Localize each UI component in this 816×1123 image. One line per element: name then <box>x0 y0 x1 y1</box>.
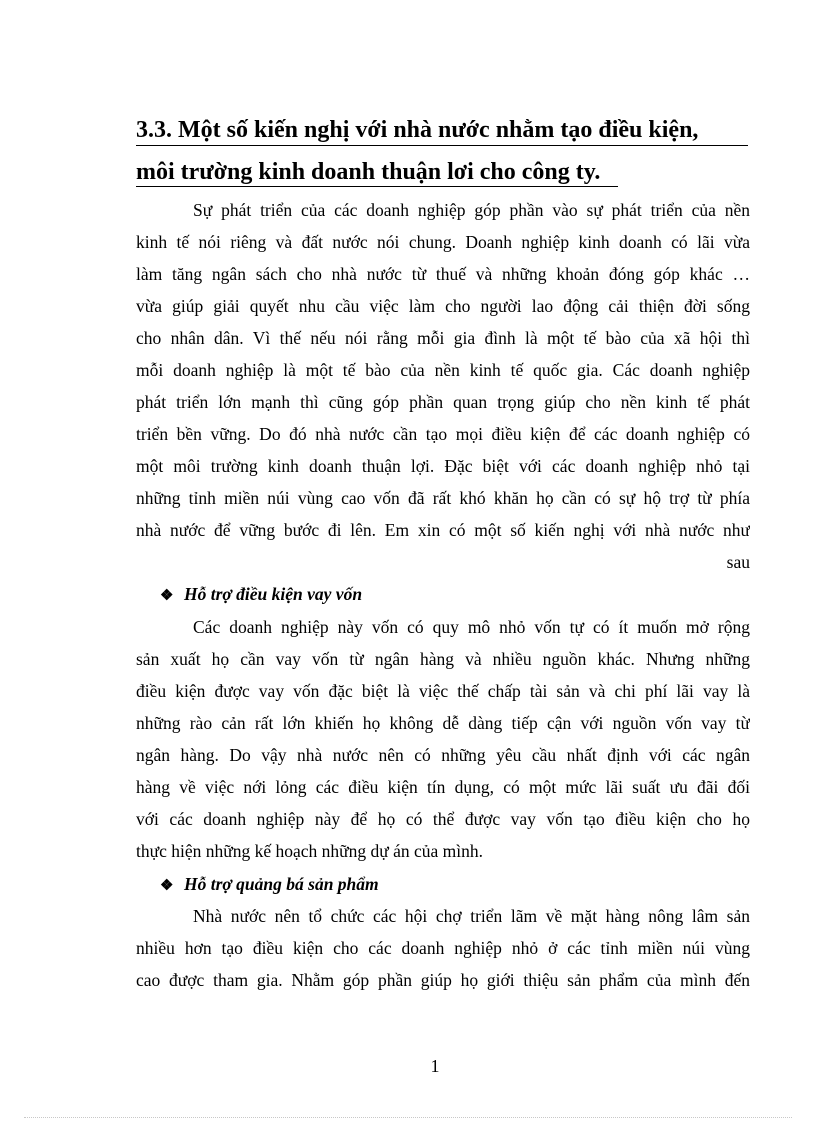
paragraph-2-line: điều kiện được vay vốn đặc biệt là việc thế chấp tài sản và chi phí lãi vay là <box>136 681 750 701</box>
heading-underline-2 <box>136 186 618 187</box>
paragraph-1-line: phát triển lớn mạnh thì cũng góp phần quan trọng giúp cho nền kinh tế phát <box>136 392 750 412</box>
paragraph-3-line: Nhà nước nên tổ chức các hội chợ triển lãm về mặt hàng nông lâm sản <box>193 906 750 926</box>
paragraph-1-line-end: sau <box>726 552 750 572</box>
subheading-product-promotion <box>160 873 379 897</box>
paragraph-1-line: những tỉnh miền núi vùng cao vốn đã rất khó khăn họ cần có sự hộ trợ từ phía <box>136 488 750 508</box>
section-heading-line-1: 3.3. Một số kiến nghị với nhà nước nhằm tạo điều kiện, <box>136 117 699 143</box>
page-number: 1 <box>430 1056 440 1076</box>
paragraph-1-line: làm tăng ngân sách cho nhà nước từ thuế và những khoản đóng góp khác … <box>136 264 750 284</box>
paragraph-2-line: sản xuất họ cần vay vốn từ ngân hàng và nhiều nguồn khác. Nhưng những <box>136 649 750 669</box>
subheading-loan-support <box>160 583 362 607</box>
paragraph-1-line: một môi trường kinh doanh thuận lợi. Đặc biệt với các doanh nghiệp nhỏ tại <box>136 456 750 476</box>
subheading-text: Hỗ trợ điều kiện vay vốn <box>184 584 363 604</box>
paragraph-1-line: Sự phát triển của các doanh nghiệp góp phần vào sự phát triển của nền <box>193 200 750 220</box>
heading-underline-1 <box>136 145 748 146</box>
section-heading-line-2: môi trường kinh doanh thuận lơi cho công ty. <box>136 159 601 185</box>
page-bottom-border <box>24 1117 792 1118</box>
paragraph-1-line: nhà nước để vững bước đi lên. Em xin có một số kiến nghị với nhà nước như <box>136 520 750 540</box>
paragraph-2-line: ngân hàng. Do vậy nhà nước nên có những yêu cầu nhất định với các ngân <box>136 745 750 765</box>
paragraph-3-line: nhiều hơn tạo điều kiện cho các doanh nghiệp nhỏ ở các tỉnh miền núi vùng <box>136 938 750 958</box>
paragraph-3-line: cao được tham gia. Nhằm góp phần giúp họ giới thiệu sản phẩm của mình đến <box>136 970 750 990</box>
subheading-text: Hỗ trợ quảng bá sản phẩm <box>184 874 379 894</box>
paragraph-2-line: thực hiện những kế hoạch những dự án của mình. <box>136 841 484 861</box>
paragraph-1-line: mỗi doanh nghiệp là một tế bào của nền kinh tế quốc gia. Các doanh nghiệp <box>136 360 750 380</box>
paragraph-1-line: vừa giúp giải quyết nhu cầu việc làm cho người lao động cải thiện đời sống <box>136 296 750 316</box>
paragraph-1-line: triển bền vững. Do đó nhà nước cần tạo mọi điều kiện để các doanh nghiệp có <box>136 424 750 444</box>
paragraph-2-line: với các doanh nghiệp này để họ có thể được vay vốn tạo điều kiện cho họ <box>136 809 750 829</box>
paragraph-2-line: Các doanh nghiệp này vốn có quy mô nhỏ vốn tự có ít muốn mở rộng <box>193 617 750 637</box>
paragraph-1-line: kinh tế nói riêng và đất nước nói chung. Doanh nghiệp kinh doanh có lãi vừa <box>136 232 750 252</box>
diamond-bullet-icon: ❖ <box>160 588 174 604</box>
paragraph-2-line: những rào cản rất lớn khiến họ không dễ dàng tiếp cận với nguồn vốn vay từ <box>136 713 750 733</box>
paragraph-2-line: hàng về việc nới lỏng các điều kiện tín dụng, có một mức lãi suất ưu đãi đối <box>136 777 750 797</box>
diamond-bullet-icon: ❖ <box>160 878 174 894</box>
paragraph-1-line: cho nhân dân. Vì thế nếu nói rằng mỗi gia đình là một tế bào của xã hội thì <box>136 328 750 348</box>
